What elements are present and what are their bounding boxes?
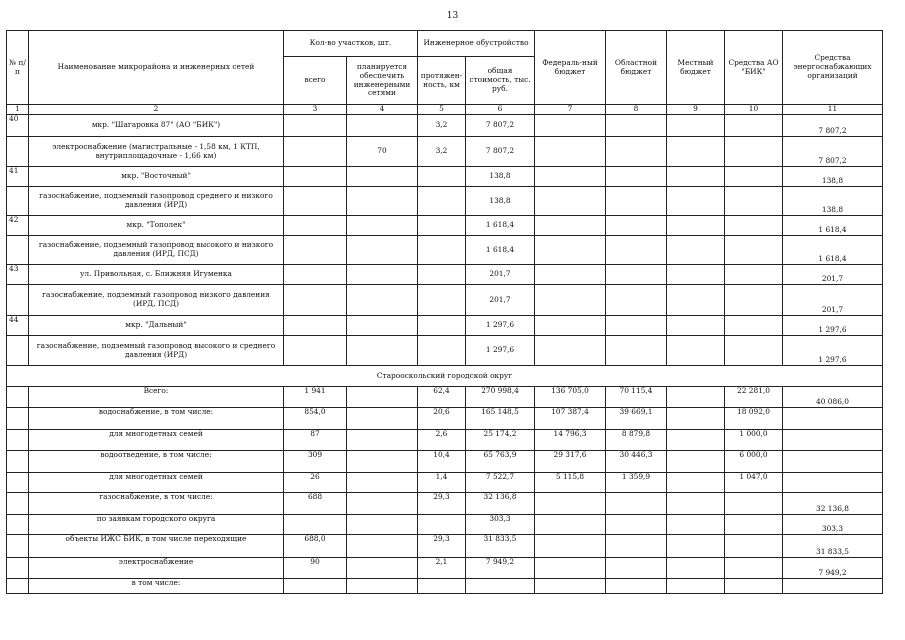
cost-cell: 7 949,2: [466, 558, 535, 579]
okrug-rows: [7, 387, 883, 594]
row-name-cell: газоснабжение, подземный газопровод низкого давления (ИРД, ПСД): [29, 285, 284, 316]
cost-cell: 303,3: [466, 515, 535, 535]
regional-budget-cell: [606, 187, 667, 216]
length-cell: [418, 336, 466, 366]
federal-budget-cell: [535, 316, 606, 336]
column-number: 9: [667, 105, 725, 115]
regional-budget-cell: [606, 515, 667, 535]
header-num: № п/п: [7, 31, 29, 105]
energy-funds-cell: 201,7: [783, 265, 883, 285]
bik-funds-cell: 1 000,0: [725, 430, 783, 451]
header-bik: Средства АО "БИК": [725, 31, 783, 105]
network-row: [7, 187, 883, 216]
row-name-cell: Всего:: [29, 387, 284, 408]
plots-planned-cell: [347, 265, 418, 285]
row-number-cell: [7, 515, 29, 535]
regional-budget-cell: [606, 236, 667, 265]
bik-funds-cell: [725, 187, 783, 216]
cost-cell: 1 618,4: [466, 236, 535, 265]
plots-total-cell: [284, 265, 347, 285]
plots-total-cell: 688,0: [284, 535, 347, 558]
federal-budget-cell: [535, 216, 606, 236]
local-budget-cell: [667, 216, 725, 236]
row-number-cell: [7, 451, 29, 473]
local-budget-cell: [667, 285, 725, 316]
energy-funds-cell: [783, 451, 883, 473]
column-number: 11: [783, 105, 883, 115]
plots-planned-cell: [347, 115, 418, 137]
plots-total-cell: 26: [284, 473, 347, 493]
energy-funds-cell: 1 618,4: [783, 236, 883, 265]
cost-cell: 7 522,7: [466, 473, 535, 493]
column-number: 1: [7, 105, 29, 115]
column-number: 10: [725, 105, 783, 115]
length-cell: [418, 265, 466, 285]
row-number-cell: 41: [7, 167, 29, 187]
row-number-cell: [7, 558, 29, 579]
cost-cell: 165 148,5: [466, 408, 535, 430]
length-cell: [418, 236, 466, 265]
energy-funds-cell: [783, 579, 883, 594]
row-name-cell: газоснабжение, подземный газопровод среднего и низкого давления (ИРД): [29, 187, 284, 216]
local-budget-cell: [667, 430, 725, 451]
header-energy: Средства энергоснабжающих организаций: [783, 31, 883, 105]
row-name-cell: водоснабжение, в том числе:: [29, 408, 284, 430]
header-infra-group: Инженерное обустройство: [418, 31, 535, 57]
federal-budget-cell: 107 387,4: [535, 408, 606, 430]
category-row: [7, 535, 883, 558]
energy-funds-cell: 1 297,6: [783, 316, 883, 336]
plots-planned-cell: [347, 535, 418, 558]
row-name-cell: мкр. "Дальный": [29, 316, 284, 336]
length-cell: 3,2: [418, 115, 466, 137]
row-number-cell: [7, 387, 29, 408]
row-name-cell: мкр. "Тополек": [29, 216, 284, 236]
federal-budget-cell: 136 705,0: [535, 387, 606, 408]
federal-budget-cell: [535, 579, 606, 594]
header-infra-cost: общая стоимость, тыс. руб.: [466, 57, 535, 105]
federal-budget-cell: [535, 137, 606, 167]
row-number-cell: [7, 236, 29, 265]
row-number-cell: [7, 430, 29, 451]
plots-planned-cell: [347, 451, 418, 473]
regional-budget-cell: 30 446,3: [606, 451, 667, 473]
plots-total-cell: 87: [284, 430, 347, 451]
bik-funds-cell: [725, 515, 783, 535]
plots-total-cell: [284, 336, 347, 366]
row-name-cell: в том числе:: [29, 579, 284, 594]
regional-budget-cell: [606, 115, 667, 137]
plots-total-cell: 90: [284, 558, 347, 579]
regional-budget-cell: [606, 285, 667, 316]
plots-total-cell: 688: [284, 493, 347, 515]
energy-funds-cell: 7 807,2: [783, 115, 883, 137]
bik-funds-cell: [725, 137, 783, 167]
cost-cell: 201,7: [466, 285, 535, 316]
length-cell: [418, 316, 466, 336]
local-budget-cell: [667, 408, 725, 430]
local-budget-cell: [667, 579, 725, 594]
header-plots-planned: планируется обеспечить инженерными сетями: [347, 57, 418, 105]
network-row: [7, 285, 883, 316]
federal-budget-cell: [535, 558, 606, 579]
row-number-cell: [7, 187, 29, 216]
bik-funds-cell: 6 000,0: [725, 451, 783, 473]
bik-funds-cell: [725, 216, 783, 236]
energy-funds-cell: 138,8: [783, 187, 883, 216]
length-cell: 2,6: [418, 430, 466, 451]
section-row: [7, 366, 883, 387]
district-row: [7, 167, 883, 187]
local-budget-cell: [667, 336, 725, 366]
row-number-cell: 43: [7, 265, 29, 285]
energy-funds-cell: 31 833,5: [783, 535, 883, 558]
local-budget-cell: [667, 515, 725, 535]
regional-budget-cell: 1 359,9: [606, 473, 667, 493]
plots-planned-cell: 70: [347, 137, 418, 167]
bik-funds-cell: [725, 493, 783, 515]
bik-funds-cell: [725, 316, 783, 336]
regional-budget-cell: [606, 316, 667, 336]
column-number: 5: [418, 105, 466, 115]
regional-budget-cell: [606, 167, 667, 187]
district-row: [7, 316, 883, 336]
row-number-cell: [7, 137, 29, 167]
federal-budget-cell: [535, 265, 606, 285]
network-row: [7, 137, 883, 167]
total-row: [7, 387, 883, 408]
row-number-cell: [7, 493, 29, 515]
district-row: [7, 115, 883, 137]
bik-funds-cell: [725, 336, 783, 366]
row-name-cell: по заявкам городского округа: [29, 515, 284, 535]
district-row: [7, 265, 883, 285]
federal-budget-cell: 29 317,6: [535, 451, 606, 473]
row-name-cell: водоотведение, в том числе:: [29, 451, 284, 473]
plots-total-cell: [284, 579, 347, 594]
plots-planned-cell: [347, 216, 418, 236]
length-cell: [418, 515, 466, 535]
federal-budget-cell: [535, 115, 606, 137]
category-row: [7, 558, 883, 579]
bik-funds-cell: 1 047,0: [725, 473, 783, 493]
plots-total-cell: [284, 167, 347, 187]
column-number: 6: [466, 105, 535, 115]
plots-total-cell: 1 941: [284, 387, 347, 408]
plots-planned-cell: [347, 236, 418, 265]
regional-budget-cell: [606, 336, 667, 366]
category-row: [7, 515, 883, 535]
category-row: [7, 493, 883, 515]
local-budget-cell: [667, 265, 725, 285]
length-cell: [418, 187, 466, 216]
local-budget-cell: [667, 137, 725, 167]
category-row: [7, 579, 883, 594]
row-name-cell: для многодетных семей: [29, 473, 284, 493]
bik-funds-cell: [725, 167, 783, 187]
district-rows: [7, 115, 883, 366]
length-cell: 3,2: [418, 137, 466, 167]
plots-planned-cell: [347, 430, 418, 451]
bik-funds-cell: [725, 535, 783, 558]
header-federal: Федераль-ный бюджет: [535, 31, 606, 105]
length-cell: [418, 216, 466, 236]
plots-total-cell: 854,0: [284, 408, 347, 430]
local-budget-cell: [667, 558, 725, 579]
cost-cell: 7 807,2: [466, 137, 535, 167]
plots-total-cell: [284, 316, 347, 336]
plots-total-cell: [284, 515, 347, 535]
energy-funds-cell: [783, 408, 883, 430]
local-budget-cell: [667, 451, 725, 473]
regional-budget-cell: 39 669,1: [606, 408, 667, 430]
regional-budget-cell: 8 879,8: [606, 430, 667, 451]
cost-cell: 1 297,6: [466, 316, 535, 336]
header-plots-total: всего: [284, 57, 347, 105]
plots-planned-cell: [347, 473, 418, 493]
row-name-cell: объекты ИЖС БИК, в том числе переходящие: [29, 535, 284, 558]
length-cell: [418, 167, 466, 187]
cost-cell: 7 807,2: [466, 115, 535, 137]
local-budget-cell: [667, 167, 725, 187]
cost-cell: 138,8: [466, 167, 535, 187]
federal-budget-cell: [535, 285, 606, 316]
row-number-cell: [7, 408, 29, 430]
length-cell: 62,4: [418, 387, 466, 408]
row-name-cell: мкр. "Восточный": [29, 167, 284, 187]
federal-budget-cell: [535, 535, 606, 558]
plots-planned-cell: [347, 558, 418, 579]
row-number-cell: 42: [7, 216, 29, 236]
local-budget-cell: [667, 316, 725, 336]
plots-planned-cell: [347, 408, 418, 430]
cost-cell: 1 297,6: [466, 336, 535, 366]
federal-budget-cell: [535, 236, 606, 265]
infrastructure-table: [6, 30, 883, 594]
column-number: 2: [29, 105, 284, 115]
cost-cell: [466, 579, 535, 594]
section-title: Старооскольский городской округ: [7, 366, 883, 387]
plots-planned-cell: [347, 336, 418, 366]
federal-budget-cell: [535, 336, 606, 366]
header-regional: Областной бюджет: [606, 31, 667, 105]
plots-planned-cell: [347, 387, 418, 408]
cost-cell: 138,8: [466, 187, 535, 216]
length-cell: 20,6: [418, 408, 466, 430]
plots-total-cell: [284, 187, 347, 216]
bik-funds-cell: 18 092,0: [725, 408, 783, 430]
local-budget-cell: [667, 387, 725, 408]
energy-funds-cell: 32 136,8: [783, 493, 883, 515]
column-number: 8: [606, 105, 667, 115]
plots-planned-cell: [347, 579, 418, 594]
plots-total-cell: [284, 236, 347, 265]
row-number-cell: [7, 285, 29, 316]
energy-funds-cell: 1 297,6: [783, 336, 883, 366]
row-name-cell: газоснабжение, подземный газопровод высокого и низкого давления (ИРД, ПСД): [29, 236, 284, 265]
regional-budget-cell: [606, 535, 667, 558]
category-row: [7, 408, 883, 430]
local-budget-cell: [667, 187, 725, 216]
energy-funds-cell: 303,3: [783, 515, 883, 535]
row-name-cell: газоснабжение, в том числе:: [29, 493, 284, 515]
plots-total-cell: 309: [284, 451, 347, 473]
length-cell: [418, 579, 466, 594]
federal-budget-cell: [535, 515, 606, 535]
page-number: 13: [446, 11, 459, 21]
plots-total-cell: [284, 216, 347, 236]
local-budget-cell: [667, 115, 725, 137]
category-row: [7, 451, 883, 473]
energy-funds-cell: [783, 473, 883, 493]
header-local: Местный бюджет: [667, 31, 725, 105]
cost-cell: 31 833,5: [466, 535, 535, 558]
local-budget-cell: [667, 236, 725, 265]
row-name-cell: газоснабжение, подземный газопровод высокого и среднего давления (ИРД): [29, 336, 284, 366]
row-number-cell: 44: [7, 316, 29, 336]
local-budget-cell: [667, 473, 725, 493]
column-number: 4: [347, 105, 418, 115]
federal-budget-cell: [535, 187, 606, 216]
district-row: [7, 216, 883, 236]
local-budget-cell: [667, 535, 725, 558]
energy-funds-cell: [783, 430, 883, 451]
plots-planned-cell: [347, 493, 418, 515]
regional-budget-cell: [606, 558, 667, 579]
row-name-cell: электроснабжение (магистральные - 1,58 км, 1 КТП, внутриплощадочные - 1,66 км): [29, 137, 284, 167]
regional-budget-cell: 70 115,4: [606, 387, 667, 408]
row-number-cell: [7, 579, 29, 594]
section-block: [7, 366, 883, 387]
row-number-cell: 40: [7, 115, 29, 137]
category-row: [7, 430, 883, 451]
energy-funds-cell: 201,7: [783, 285, 883, 316]
row-number-cell: [7, 473, 29, 493]
energy-funds-cell: 40 086,0: [783, 387, 883, 408]
plots-planned-cell: [347, 316, 418, 336]
header-infra-length: протяжен-ность, км: [418, 57, 466, 105]
plots-planned-cell: [347, 187, 418, 216]
row-number-cell: [7, 336, 29, 366]
length-cell: 1,4: [418, 473, 466, 493]
energy-funds-cell: 1 618,4: [783, 216, 883, 236]
length-cell: [418, 285, 466, 316]
bik-funds-cell: [725, 579, 783, 594]
category-row: [7, 473, 883, 493]
cost-cell: 1 618,4: [466, 216, 535, 236]
cost-cell: 32 136,8: [466, 493, 535, 515]
network-row: [7, 236, 883, 265]
row-number-cell: [7, 535, 29, 558]
local-budget-cell: [667, 493, 725, 515]
length-cell: 29,3: [418, 535, 466, 558]
energy-funds-cell: 7 949,2: [783, 558, 883, 579]
header-plots-group: Кол-во участков, шт.: [284, 31, 418, 57]
row-name-cell: ул. Привольная, с. Ближняя Игуменка: [29, 265, 284, 285]
cost-cell: 65 763,9: [466, 451, 535, 473]
energy-funds-cell: 138,8: [783, 167, 883, 187]
cost-cell: 201,7: [466, 265, 535, 285]
bik-funds-cell: [725, 236, 783, 265]
plots-planned-cell: [347, 167, 418, 187]
energy-funds-cell: 7 807,2: [783, 137, 883, 167]
network-row: [7, 336, 883, 366]
plots-planned-cell: [347, 285, 418, 316]
bik-funds-cell: [725, 558, 783, 579]
bik-funds-cell: [725, 265, 783, 285]
row-name-cell: электроснабжение: [29, 558, 284, 579]
federal-budget-cell: 14 796,3: [535, 430, 606, 451]
row-name-cell: мкр. "Шагаровка 87" (АО "БИК"): [29, 115, 284, 137]
cost-cell: 270 998,4: [466, 387, 535, 408]
cost-cell: 25 174,2: [466, 430, 535, 451]
plots-total-cell: [284, 285, 347, 316]
column-number: 3: [284, 105, 347, 115]
federal-budget-cell: [535, 167, 606, 187]
plots-planned-cell: [347, 515, 418, 535]
federal-budget-cell: 5 115,8: [535, 473, 606, 493]
plots-total-cell: [284, 137, 347, 167]
regional-budget-cell: [606, 216, 667, 236]
length-cell: 2,1: [418, 558, 466, 579]
bik-funds-cell: 22 281,0: [725, 387, 783, 408]
length-cell: 10,4: [418, 451, 466, 473]
length-cell: 29,3: [418, 493, 466, 515]
row-name-cell: для многодетных семей: [29, 430, 284, 451]
bik-funds-cell: [725, 115, 783, 137]
regional-budget-cell: [606, 137, 667, 167]
regional-budget-cell: [606, 265, 667, 285]
regional-budget-cell: [606, 493, 667, 515]
federal-budget-cell: [535, 493, 606, 515]
regional-budget-cell: [606, 579, 667, 594]
plots-total-cell: [284, 115, 347, 137]
bik-funds-cell: [725, 285, 783, 316]
header-name: Наименование микрорайона и инженерных сетей: [29, 31, 284, 105]
column-number: 7: [535, 105, 606, 115]
